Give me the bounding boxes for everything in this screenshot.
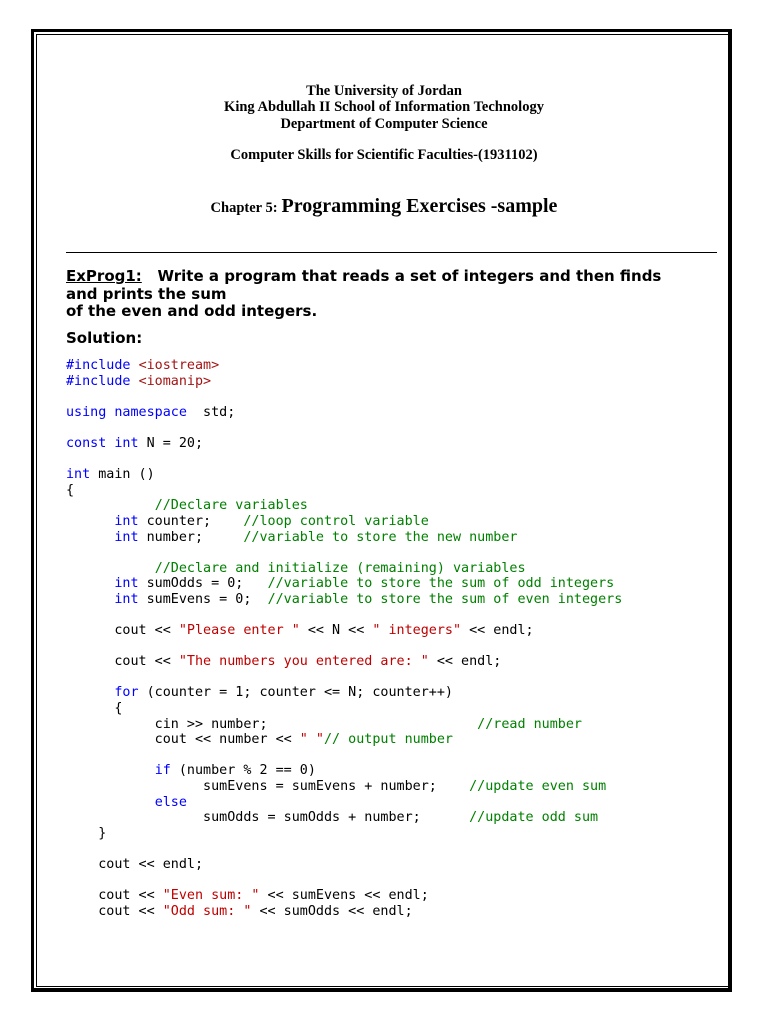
code-text: [66, 592, 114, 607]
code-string: " integers": [372, 623, 462, 639]
code-text: counter;: [138, 513, 244, 529]
code-line: [66, 888, 622, 904]
code-text: cout << endl;: [66, 857, 204, 872]
code-line: [66, 685, 622, 701]
code-line: [66, 389, 622, 405]
code-keyword: for: [114, 685, 139, 701]
code-text: << sumEvens << endl;: [259, 888, 429, 904]
code-text: << endl;: [461, 623, 534, 639]
code-line: [66, 420, 622, 436]
code-line: [66, 436, 622, 452]
code-string: <iostream>: [138, 358, 220, 373]
school-name: King Abdullah II School of Information Technology: [224, 99, 544, 115]
code-line: [66, 514, 622, 530]
code-text: [66, 685, 114, 700]
code-comment: //read number: [477, 716, 582, 732]
code-text: sumOdds = 0;: [138, 576, 268, 592]
code-text: [66, 763, 155, 778]
code-text: }: [66, 825, 107, 841]
code-line: [66, 904, 622, 920]
code-line: [66, 467, 622, 483]
code-line: [66, 732, 622, 748]
code-text: << sumOdds << endl;: [251, 903, 413, 919]
university-name: The University of Jordan: [306, 83, 462, 99]
code-block: [66, 358, 622, 919]
exercise-line-1: [66, 267, 661, 285]
code-line: [66, 873, 622, 889]
code-line: [66, 841, 622, 857]
code-string: "Please enter ": [178, 623, 300, 639]
code-keyword: #include: [66, 358, 139, 373]
code-line: [66, 498, 622, 514]
code-line: [66, 358, 622, 374]
code-text: [66, 530, 114, 545]
code-text: << endl;: [428, 654, 502, 670]
code-line: [66, 701, 622, 717]
code-text: cin >> number;: [66, 716, 478, 732]
code-text: {: [66, 482, 75, 498]
code-line: [66, 857, 622, 873]
code-keyword: int: [114, 513, 139, 529]
divider: [66, 252, 717, 253]
code-line: [66, 561, 622, 577]
code-line: [66, 639, 622, 655]
code-line: [66, 374, 622, 390]
code-line: [66, 576, 622, 592]
code-text: cout <<: [66, 888, 163, 904]
code-text: (number % 2 == 0): [170, 763, 316, 779]
code-line: [66, 654, 622, 670]
chapter-title: Programming Exercises -sample: [281, 195, 558, 217]
code-string: " ": [299, 732, 324, 748]
course-title: Computer Skills for Scientific Faculties-(1931102): [230, 147, 538, 163]
code-line: [66, 608, 622, 624]
code-line: [66, 779, 622, 795]
code-keyword: using namespace: [66, 404, 187, 420]
code-string: "Even sum: ": [162, 888, 260, 904]
code-line: [66, 763, 622, 779]
code-keyword: int: [114, 576, 139, 592]
code-line: [66, 717, 622, 733]
code-line: [66, 795, 622, 811]
code-text: [66, 576, 114, 591]
code-text: [66, 498, 155, 513]
code-text: [66, 795, 155, 810]
code-comment: //variable to store the sum of odd integers: [267, 576, 615, 592]
code-text: N = 20;: [138, 435, 204, 451]
code-comment: //update even sum: [469, 779, 607, 795]
code-keyword: else: [154, 794, 187, 810]
code-text: cout <<: [66, 654, 179, 670]
code-line: [66, 670, 622, 686]
code-string: <iomanip>: [138, 373, 212, 389]
solution-label: Solution:: [66, 329, 143, 347]
code-comment: //loop control variable: [243, 513, 429, 529]
code-text: sumEvens = 0;: [138, 591, 268, 607]
code-text: std;: [186, 404, 236, 420]
code-line: [66, 810, 622, 826]
exercise-text-3: of the even and odd integers.: [66, 302, 318, 320]
code-text: cout << number <<: [66, 732, 300, 748]
code-text: [66, 561, 155, 576]
code-text: {: [66, 701, 123, 717]
code-text: sumEvens = sumEvens + number;: [66, 779, 470, 795]
code-keyword: if: [154, 763, 171, 779]
code-line: [66, 592, 622, 608]
code-comment: //update odd sum: [469, 810, 599, 826]
exercise-text-2: and prints the sum: [66, 285, 227, 303]
department-name: Department of Computer Science: [280, 116, 488, 132]
code-line: [66, 826, 622, 842]
code-text: cout <<: [66, 623, 179, 639]
code-text: (counter = 1; counter <= N; counter++): [138, 685, 453, 701]
code-text: number;: [138, 529, 244, 545]
code-line: [66, 405, 622, 421]
code-comment: //Declare variables: [154, 498, 308, 514]
code-line: [66, 530, 622, 546]
code-string: "The numbers you entered are: ": [178, 654, 429, 670]
exercise-label: ExProg1:: [66, 267, 142, 285]
code-text: [66, 514, 114, 529]
code-comment: //variable to store the sum of even integers: [267, 591, 623, 607]
code-keyword: int: [114, 529, 139, 545]
code-text: sumOdds = sumOdds + number;: [66, 810, 470, 826]
code-comment: //Declare and initialize (remaining) variables: [154, 560, 526, 576]
code-text: main (): [90, 467, 155, 483]
code-line: [66, 748, 622, 764]
code-keyword: #include: [66, 373, 139, 389]
exercise-text-1: Write a program that reads a set of integers and then finds: [157, 267, 662, 285]
code-comment: //variable to store the new number: [243, 529, 518, 545]
code-keyword: int: [66, 467, 91, 483]
code-keyword: const int: [66, 435, 139, 451]
chapter-prefix: Chapter 5:: [210, 200, 278, 216]
code-string: "Odd sum: ": [162, 903, 252, 919]
code-line: [66, 545, 622, 561]
code-text: cout <<: [66, 903, 163, 919]
code-line: [66, 623, 622, 639]
code-comment: // output number: [323, 732, 453, 748]
code-text: << N <<: [299, 623, 373, 639]
code-line: [66, 452, 622, 468]
code-keyword: int: [114, 591, 139, 607]
code-line: [66, 483, 622, 499]
chapter-heading: [0, 195, 768, 218]
